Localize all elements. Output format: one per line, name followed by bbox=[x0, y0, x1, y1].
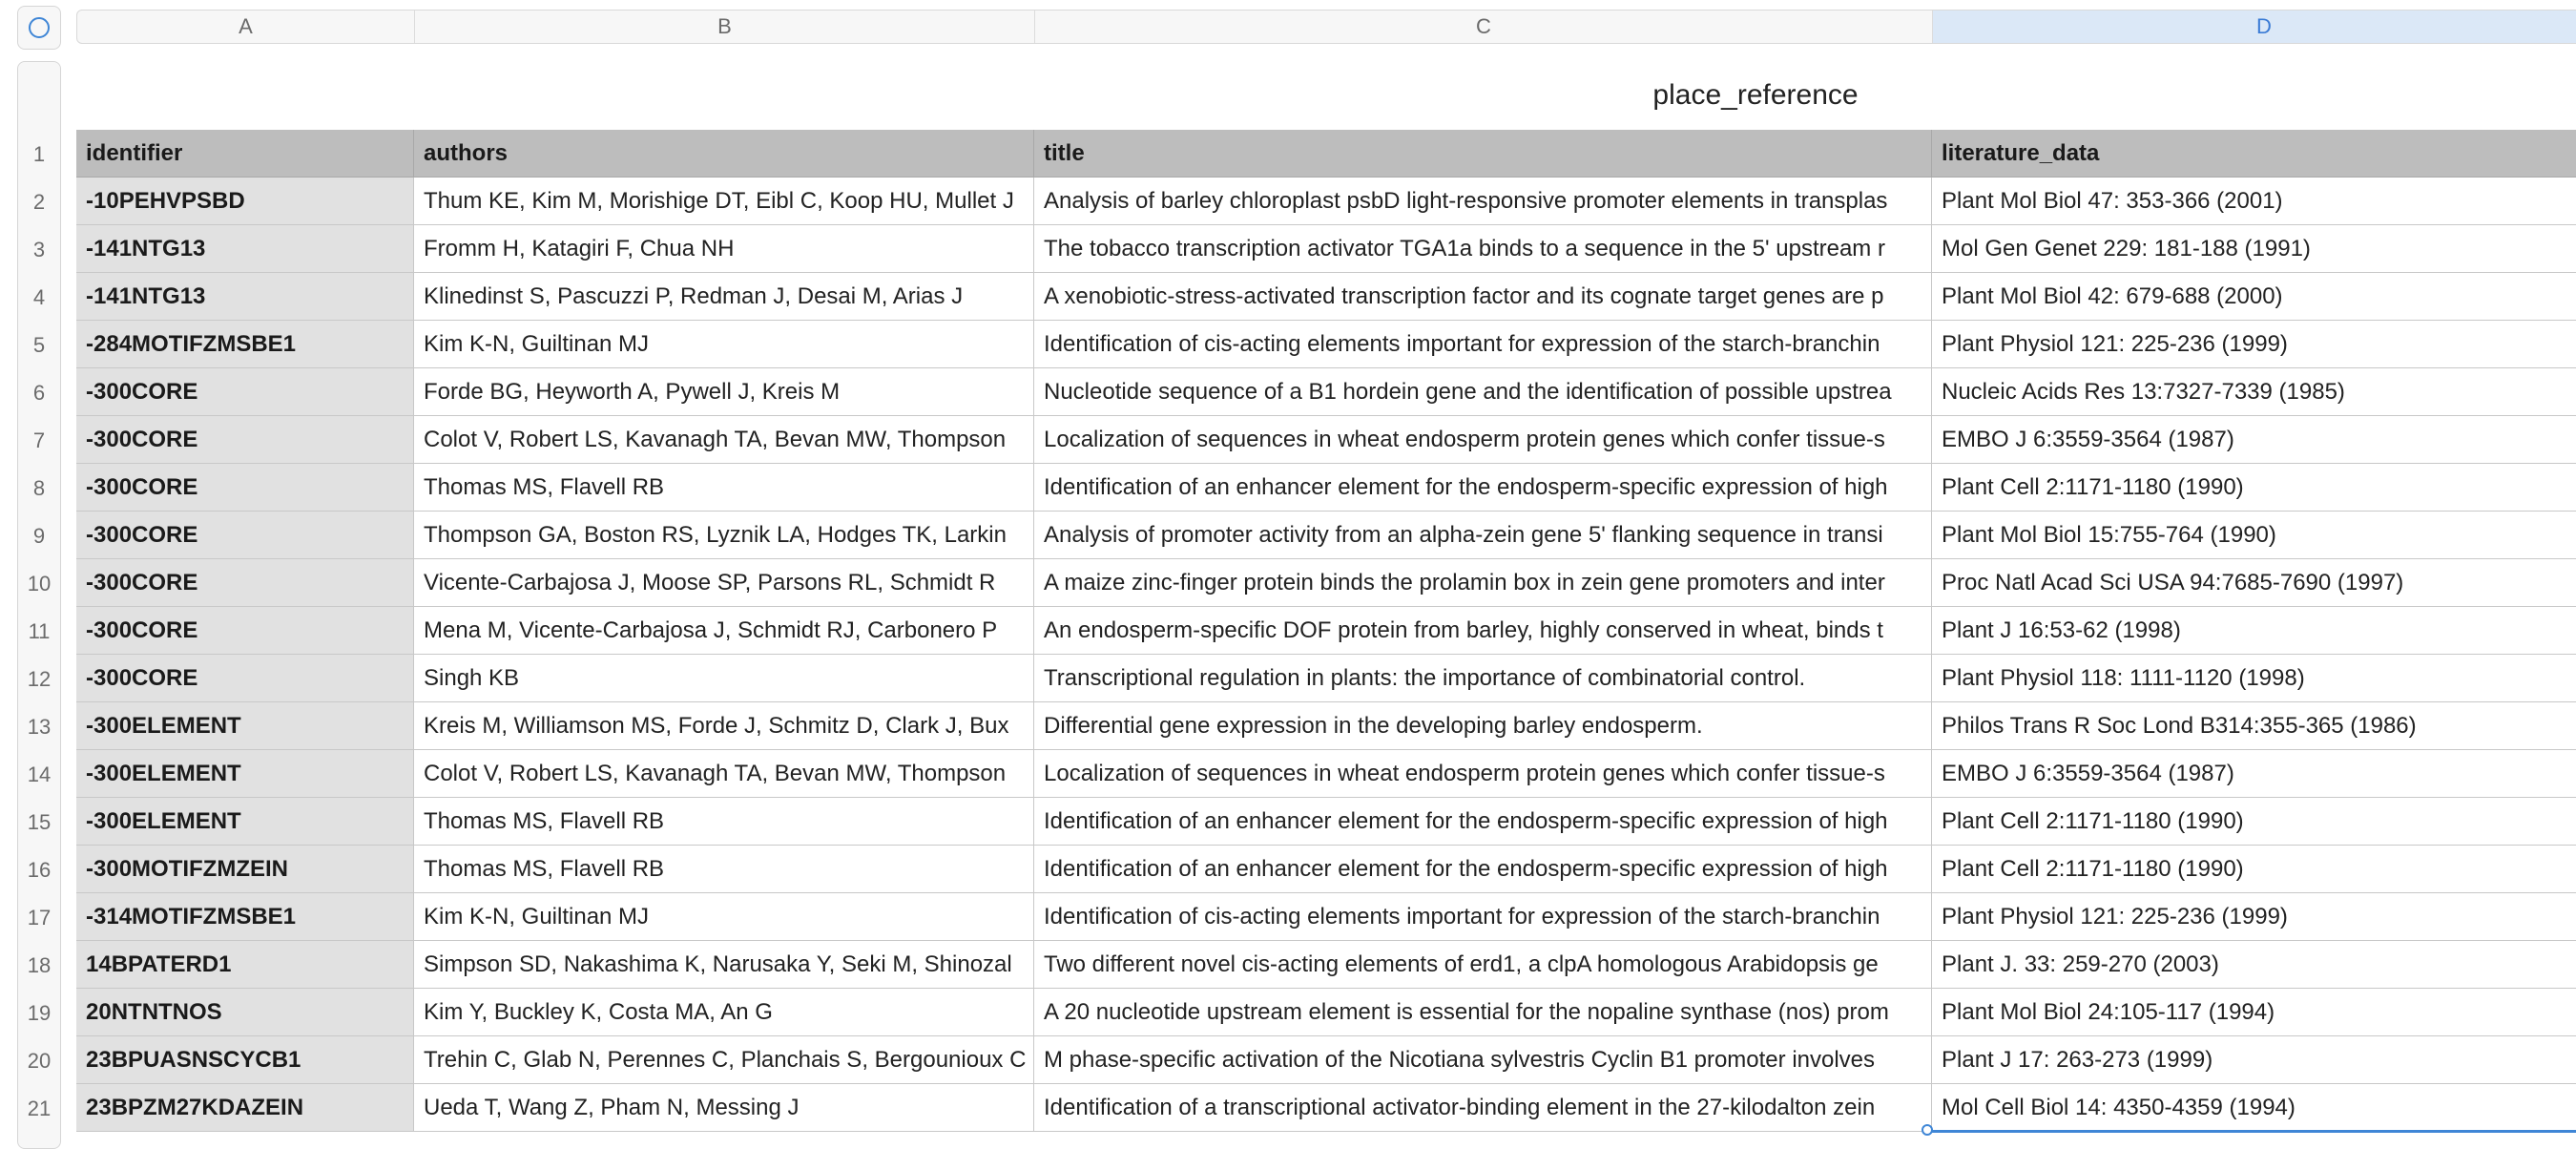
cell-title[interactable]: Localization of sequences in wheat endosperm protein genes which confer tissue-s bbox=[1034, 416, 1932, 464]
cell-literature_data[interactable]: Plant J 16:53-62 (1998) bbox=[1932, 607, 2576, 655]
cell-title[interactable]: The tobacco transcription activator TGA1a binds to a sequence in the 5' upstream r bbox=[1034, 225, 1932, 273]
cell-title[interactable]: M phase-specific activation of the Nicotiana sylvestris Cyclin B1 promoter involves bbox=[1034, 1036, 1932, 1084]
cell-authors[interactable]: Klinedinst S, Pascuzzi P, Redman J, Desai M, Arias J bbox=[414, 273, 1034, 321]
row-number[interactable]: 2 bbox=[32, 190, 46, 214]
cell-authors[interactable]: Trehin C, Glab N, Perennes C, Planchais S, Bergounioux C bbox=[414, 1036, 1034, 1084]
cell-identifier[interactable]: 23BPZM27KDAZEIN bbox=[76, 1084, 414, 1132]
cell-literature_data[interactable]: Plant J 17: 263-273 (1999) bbox=[1932, 1036, 2576, 1084]
cell-identifier[interactable]: 20NTNTNOS bbox=[76, 989, 414, 1036]
cell-title[interactable]: Localization of sequences in wheat endosperm protein genes which confer tissue-s bbox=[1034, 750, 1932, 798]
table-row bbox=[76, 368, 2576, 416]
row-number[interactable]: 20 bbox=[27, 1049, 52, 1073]
cell-title[interactable]: Transcriptional regulation in plants: the importance of combinatorial control. bbox=[1034, 655, 1932, 702]
cell-authors[interactable]: Mena M, Vicente-Carbajosa J, Schmidt RJ, Carbonero P bbox=[414, 607, 1034, 655]
table-row bbox=[76, 798, 2576, 846]
cell-authors[interactable]: Colot V, Robert LS, Kavanagh TA, Bevan MW, Thompson bbox=[414, 750, 1034, 798]
row-number[interactable]: 7 bbox=[32, 428, 46, 452]
cell-authors[interactable]: Ueda T, Wang Z, Pham N, Messing J bbox=[414, 1084, 1034, 1132]
column-letter-b[interactable]: B bbox=[415, 10, 1035, 43]
cell-identifier[interactable]: -300MOTIFZMZEIN bbox=[76, 846, 414, 893]
cell-title[interactable]: Nucleotide sequence of a B1 hordein gene and the identification of possible upstrea bbox=[1034, 368, 1932, 416]
cell-identifier[interactable]: -284MOTIFZMSBE1 bbox=[76, 321, 414, 368]
cell-identifier[interactable]: -300ELEMENT bbox=[76, 798, 414, 846]
row-number[interactable]: 15 bbox=[27, 810, 52, 834]
table-row bbox=[76, 512, 2576, 559]
cell-authors[interactable]: Forde BG, Heyworth A, Pywell J, Kreis M bbox=[414, 368, 1034, 416]
table-row bbox=[76, 750, 2576, 798]
cell-title[interactable]: Two different novel cis-acting elements of erd1, a clpA homologous Arabidopsis ge bbox=[1034, 941, 1932, 989]
row-number[interactable]: 19 bbox=[27, 1001, 52, 1025]
cell-title[interactable]: Analysis of barley chloroplast psbD light-responsive promoter elements in transplas bbox=[1034, 178, 1932, 225]
cell-authors[interactable]: Thompson GA, Boston RS, Lyznik LA, Hodges TK, Larkin bbox=[414, 512, 1034, 559]
cell-authors[interactable]: Vicente-Carbajosa J, Moose SP, Parsons RL, Schmidt R bbox=[414, 559, 1034, 607]
table-row bbox=[76, 655, 2576, 702]
row-header-bar bbox=[17, 61, 61, 1149]
row-number[interactable]: 10 bbox=[27, 572, 52, 595]
cell-literature_data[interactable]: Plant Cell 2:1171-1180 (1990) bbox=[1932, 798, 2576, 846]
row-number[interactable]: 17 bbox=[27, 906, 52, 930]
cell-literature_data[interactable]: Proc Natl Acad Sci USA 94:7685-7690 (1997) bbox=[1932, 559, 2576, 607]
cell-literature_data[interactable]: Plant Mol Biol 42: 679-688 (2000) bbox=[1932, 273, 2576, 321]
row-number[interactable]: 3 bbox=[32, 238, 46, 261]
cell-title[interactable]: Differential gene expression in the developing barley endosperm. bbox=[1034, 702, 1932, 750]
column-letter-c[interactable]: C bbox=[1035, 10, 1933, 43]
selection-resize-handle[interactable] bbox=[1922, 1124, 1933, 1136]
cell-authors[interactable]: Thomas MS, Flavell RB bbox=[414, 798, 1034, 846]
cell-authors[interactable]: Simpson SD, Nakashima K, Narusaka Y, Seki M, Shinozal bbox=[414, 941, 1034, 989]
table-row bbox=[76, 416, 2576, 464]
row-number[interactable]: 14 bbox=[27, 763, 52, 786]
cell-identifier[interactable]: -10PEHVPSBD bbox=[76, 178, 414, 225]
cell-title[interactable]: Identification of cis-acting elements important for expression of the starch-branchin bbox=[1034, 893, 1932, 941]
table-row bbox=[76, 607, 2576, 655]
table-row bbox=[76, 989, 2576, 1036]
cell-title[interactable]: Identification of a transcriptional activator-binding element in the 27-kilodalton zein bbox=[1034, 1084, 1932, 1132]
cell-title[interactable]: Identification of an enhancer element for the endosperm-specific expression of high bbox=[1034, 464, 1932, 512]
cell-literature_data[interactable]: Plant Mol Biol 24:105-117 (1994) bbox=[1932, 989, 2576, 1036]
cell-identifier[interactable]: 14BPATERD1 bbox=[76, 941, 414, 989]
cell-authors[interactable]: Kreis M, Williamson MS, Forde J, Schmitz D, Clark J, Bux bbox=[414, 702, 1034, 750]
cell-authors[interactable]: Colot V, Robert LS, Kavanagh TA, Bevan MW, Thompson bbox=[414, 416, 1034, 464]
row-number[interactable]: 21 bbox=[27, 1097, 52, 1120]
cell-identifier[interactable]: -141NTG13 bbox=[76, 225, 414, 273]
cell-authors[interactable]: Fromm H, Katagiri F, Chua NH bbox=[414, 225, 1034, 273]
cell-literature_data[interactable]: Plant Physiol 121: 225-236 (1999) bbox=[1932, 893, 2576, 941]
column-letter-d[interactable]: D bbox=[1933, 10, 2576, 43]
row-number[interactable]: 8 bbox=[32, 476, 46, 500]
row-number[interactable]: 4 bbox=[32, 285, 46, 309]
header-cell-literature_data[interactable]: literature_data bbox=[1932, 130, 2576, 178]
cell-title[interactable]: A maize zinc-finger protein binds the prolamin box in zein gene promoters and inter bbox=[1034, 559, 1932, 607]
cell-literature_data[interactable]: Plant Physiol 121: 225-236 (1999) bbox=[1932, 321, 2576, 368]
column-letter-a[interactable]: A bbox=[77, 10, 415, 43]
cell-authors[interactable]: Kim K-N, Guiltinan MJ bbox=[414, 893, 1034, 941]
cell-identifier[interactable]: -300CORE bbox=[76, 464, 414, 512]
table-row bbox=[76, 559, 2576, 607]
table-row bbox=[76, 1036, 2576, 1084]
selection-border bbox=[1927, 1130, 2576, 1133]
table-row bbox=[76, 178, 2576, 225]
cell-authors[interactable]: Singh KB bbox=[414, 655, 1034, 702]
cell-title[interactable]: Identification of an enhancer element for the endosperm-specific expression of high bbox=[1034, 798, 1932, 846]
cell-title[interactable]: A 20 nucleotide upstream element is essential for the nopaline synthase (nos) prom bbox=[1034, 989, 1932, 1036]
cell-identifier[interactable]: -300ELEMENT bbox=[76, 750, 414, 798]
table-row bbox=[76, 273, 2576, 321]
row-number[interactable]: 9 bbox=[32, 524, 46, 548]
cell-title[interactable]: An endosperm-specific DOF protein from barley, highly conserved in wheat, binds t bbox=[1034, 607, 1932, 655]
cell-authors[interactable]: Kim Y, Buckley K, Costa MA, An G bbox=[414, 989, 1034, 1036]
cell-title[interactable]: Identification of cis-acting elements important for expression of the starch-branchin bbox=[1034, 321, 1932, 368]
cell-title[interactable]: Analysis of promoter activity from an alpha-zein gene 5' flanking sequence in transi bbox=[1034, 512, 1932, 559]
cell-literature_data[interactable]: Nucleic Acids Res 13:7327-7339 (1985) bbox=[1932, 368, 2576, 416]
cell-literature_data[interactable]: Philos Trans R Soc Lond B314:355-365 (1986) bbox=[1932, 702, 2576, 750]
cell-identifier[interactable]: -300CORE bbox=[76, 607, 414, 655]
row-number[interactable]: 11 bbox=[28, 619, 51, 643]
row-number[interactable]: 12 bbox=[27, 667, 52, 691]
cell-identifier[interactable]: -300CORE bbox=[76, 368, 414, 416]
select-all-button[interactable] bbox=[17, 6, 61, 50]
cell-literature_data[interactable]: EMBO J 6:3559-3564 (1987) bbox=[1932, 416, 2576, 464]
cell-title[interactable]: Identification of an enhancer element for the endosperm-specific expression of high bbox=[1034, 846, 1932, 893]
cell-authors[interactable]: Thomas MS, Flavell RB bbox=[414, 846, 1034, 893]
cell-literature_data[interactable]: Plant Mol Biol 15:755-764 (1990) bbox=[1932, 512, 2576, 559]
cell-literature_data[interactable]: Mol Cell Biol 14: 4350-4359 (1994) bbox=[1932, 1084, 2576, 1132]
table-row bbox=[76, 1084, 2576, 1132]
row-number[interactable]: 13 bbox=[27, 715, 52, 739]
cell-literature_data[interactable]: Plant Mol Biol 47: 353-366 (2001) bbox=[1932, 178, 2576, 225]
header-row bbox=[76, 130, 2576, 178]
cell-authors[interactable]: Kim K-N, Guiltinan MJ bbox=[414, 321, 1034, 368]
table-row bbox=[76, 225, 2576, 273]
row-number[interactable]: 16 bbox=[27, 858, 52, 882]
cell-title[interactable]: A xenobiotic-stress-activated transcription factor and its cognate target genes are p bbox=[1034, 273, 1932, 321]
sheet-title: place_reference bbox=[1652, 79, 1859, 111]
cell-literature_data[interactable]: Plant Cell 2:1171-1180 (1990) bbox=[1932, 464, 2576, 512]
cell-authors[interactable]: Thum KE, Kim M, Morishige DT, Eibl C, Koop HU, Mullet J bbox=[414, 178, 1034, 225]
row-number[interactable]: 1 bbox=[32, 142, 46, 166]
cell-identifier[interactable]: -314MOTIFZMSBE1 bbox=[76, 893, 414, 941]
row-number[interactable]: 18 bbox=[27, 953, 52, 977]
table-row bbox=[76, 464, 2576, 512]
select-all-circle-icon bbox=[29, 17, 50, 38]
row-number[interactable]: 5 bbox=[32, 333, 46, 357]
row-number[interactable]: 6 bbox=[32, 381, 46, 405]
table-row bbox=[76, 893, 2576, 941]
header-cell-authors[interactable]: authors bbox=[414, 130, 1034, 178]
cell-literature_data[interactable]: Plant Cell 2:1171-1180 (1990) bbox=[1932, 846, 2576, 893]
cell-authors[interactable]: Thomas MS, Flavell RB bbox=[414, 464, 1034, 512]
column-header-bar bbox=[76, 10, 2576, 44]
table-row bbox=[76, 702, 2576, 750]
header-cell-title[interactable]: title bbox=[1034, 130, 1932, 178]
cell-identifier[interactable]: -300CORE bbox=[76, 559, 414, 607]
cell-identifier[interactable]: -300CORE bbox=[76, 416, 414, 464]
cell-literature_data[interactable]: Plant Physiol 118: 1111-1120 (1998) bbox=[1932, 655, 2576, 702]
cell-identifier[interactable]: -300ELEMENT bbox=[76, 702, 414, 750]
cell-identifier[interactable]: -141NTG13 bbox=[76, 273, 414, 321]
cell-literature_data[interactable]: Mol Gen Genet 229: 181-188 (1991) bbox=[1932, 225, 2576, 273]
table-row bbox=[76, 846, 2576, 893]
cell-identifier[interactable]: -300CORE bbox=[76, 512, 414, 559]
table-row bbox=[76, 941, 2576, 989]
cell-identifier[interactable]: -300CORE bbox=[76, 655, 414, 702]
cell-literature_data[interactable]: Plant J. 33: 259-270 (2003) bbox=[1932, 941, 2576, 989]
cell-identifier[interactable]: 23BPUASNSCYCB1 bbox=[76, 1036, 414, 1084]
cell-literature_data[interactable]: EMBO J 6:3559-3564 (1987) bbox=[1932, 750, 2576, 798]
header-cell-identifier[interactable]: identifier bbox=[76, 130, 414, 178]
table-row bbox=[76, 321, 2576, 368]
